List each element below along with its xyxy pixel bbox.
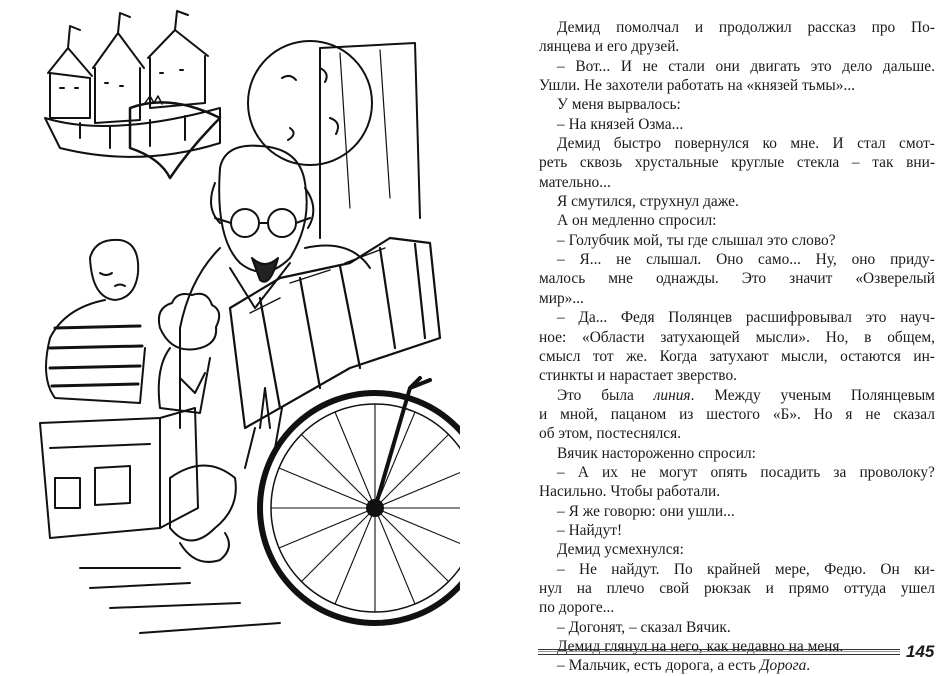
text-line: Это была линия. Между ученым Полянцевым bbox=[557, 386, 935, 404]
text-line: – Я же говорю: они ушли... bbox=[557, 502, 735, 520]
text-line: стинкты и нарастает зверство. bbox=[539, 367, 737, 385]
text-line: малось мне однажды. Это значит «Озверелый bbox=[539, 270, 935, 288]
text-line: и мной, пацаном из шестого «Б». Но я не сказал bbox=[539, 405, 935, 423]
text-line: по дороге... bbox=[539, 599, 615, 617]
text-line: нул на плечо свой рюкзак и прямо оттуда ушел bbox=[539, 579, 935, 597]
text-column bbox=[539, 18, 935, 676]
text-line: – Не найдут. По крайней мере, Федю. Он ки- bbox=[557, 560, 935, 578]
bench-sketch bbox=[40, 408, 198, 538]
text-line: ное: «Области затухающей мысли». Но, в общем, bbox=[539, 328, 935, 346]
curly-boy-sketch bbox=[159, 294, 219, 413]
text-line: Демид помолчал и продолжил рассказ про По- bbox=[557, 19, 935, 36]
text-line: смысл тот же. Когда затухают мысли, остаются ин- bbox=[539, 347, 935, 365]
book-illustration bbox=[20, 8, 460, 648]
castle-sketch bbox=[45, 11, 220, 178]
paragraph-lines bbox=[539, 18, 935, 676]
text-line: – Я... не слышал. Оно само... Ну, оно приду- bbox=[557, 251, 935, 269]
text-line: – Вот... И не стали они двигать это дело дальше. bbox=[557, 57, 935, 75]
text-line: мир»... bbox=[539, 289, 584, 307]
text-line: об этом, постеснялся. bbox=[539, 425, 682, 443]
text-line: – Найдут! bbox=[557, 521, 623, 539]
text-line: – На князей Озма... bbox=[557, 115, 684, 133]
text-line: мательно... bbox=[539, 173, 611, 191]
text-line: Ушли. Не захотели работать на «князей тьмы»... bbox=[539, 77, 856, 95]
bicycle-wheel-sketch bbox=[260, 378, 460, 623]
text-line: – Голубчик мой, ты где слышал это слово? bbox=[557, 231, 836, 249]
text-line: Демид глянул на него, как недавно на меня. bbox=[557, 638, 844, 655]
text-line: Насильно. Чтобы работали. bbox=[539, 483, 721, 501]
page-number: 145 bbox=[906, 642, 935, 661]
text-line: – А их не могут опять посадить за проволоку? bbox=[557, 463, 935, 481]
text-line: – Мальчик, есть дорога, а есть Дорога. bbox=[557, 657, 811, 675]
text-line: Демид усмехнулся: bbox=[557, 541, 684, 559]
text-line: – Догонят, – сказал Вячик. bbox=[557, 618, 731, 636]
text-line: – Да... Федя Полянцев расшифровывал это науч- bbox=[557, 309, 935, 327]
text-line: Я смутился, струхнул даже. bbox=[557, 193, 739, 211]
text-line: У меня вырвалось: bbox=[557, 96, 681, 114]
footer-rule bbox=[538, 649, 900, 655]
text-line: реть сквозь хрустальные круглые стекла – так вни- bbox=[539, 154, 935, 172]
moon-sketch bbox=[248, 41, 420, 238]
striped-boy-sketch bbox=[46, 240, 145, 403]
text-line: Вячик настороженно спросил: bbox=[557, 444, 756, 462]
text-line: А он медленно спросил: bbox=[557, 212, 717, 230]
text-line: Демид быстро повернулся ко мне. И стал смот- bbox=[557, 135, 935, 153]
text-line: лянцева и его друзей. bbox=[539, 38, 680, 56]
